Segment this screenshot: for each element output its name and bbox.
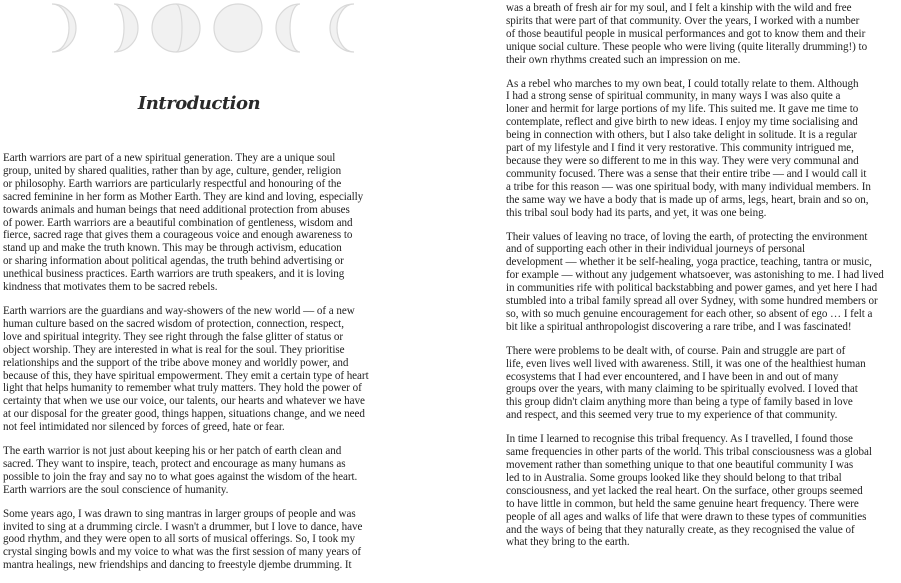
paragraph: Earth warriors are the guardians and way-showers of the new world — of a new human culture based on the sacred wisdom of protection, connection, respect, love and spiritual integrity. They see right through the false glitter of status or object worship. They are interested in what is real for the soul. They prioritise relationships and the support of the tribe above money and worldly power, and because of this, they have spiritual empowerment. They emit a certain type of heart light that helps humanity to remember what truly matters. They hold the power of certainty that when we use our voice, our talents, our hearts and whatever we have at our disposal for the greater good, things happen, situations change, and we need not feel intimidated nor silenced by forces of greed, hate or fear. xyxy=(3,304,369,434)
left-page-body xyxy=(3,152,397,583)
paragraph: Some years ago, I was drawn to sing mantras in larger groups of people and was invited to sing at a drumming circle. I wasn't a drummer, but I love to dance, have good rhythm, and they were open to all sorts of musical offerings. So, I took my crystal singing bowls and my voice to what was the first session of many years of mantra healings, new friendships and dancing to freestyle djembe drumming. It xyxy=(3,507,363,572)
paragraph: Earth warriors are part of a new spiritual generation. They are a unique soul group, united by shared qualities, rather than by age, culture, gender, religion or philosophy. Earth warriors are particularly respectful and honouring of the sacred feminine in her form as Mother Earth. They are kind and loving, especially towards animals and human beings that need additional protection from abuses of power. Earth warriors are a beautiful combination of gentleness, wisdom and fierce, sacred rage that gives them a courageous voice and enough awareness to stand up and make the truth known. This may be through activism, education or sharing information about political agendas, the truth behind advertising or unethical business practices. Earth warriors are truth speakers, and it is loving kindness that motivates them to be sacred rebels. xyxy=(3,152,364,294)
paragraph: Their values of leaving no trace, of loving the earth, of protecting the environment and of supporting each other in their individual journeys of personal development — whether it be self-healing, yoga practice, teaching, tantra or music, for example — without any judgement whatsoever, was astonishing to me. I had lived in communities rife with political backstabbing and power games, and yet here I had stumbled into a tribal family spread all over Sydney, with some hundred members or so, with so much genuine encouragement for each other, so absent of ego … I felt a bit like a spiritual anthropologist discovering a rare tribe, and I was fascinated! xyxy=(506,230,884,333)
moon-phases-icon xyxy=(36,2,366,54)
paragraph: The earth warrior is not just about keeping his or her patch of earth clean and sacred. They want to inspire, teach, protect and encourage as many humans as possible to join the fray and say no to what goes against the wisdom of the heart. Earth warriors are the soul conscience of humanity. xyxy=(3,445,358,496)
paragraph: As a rebel who marches to my own beat, I could totally relate to them. Although I had a strong sense of spiritual community, in many ways I was also quite a loner and hermit for large portions of my life. This suited me. It gave me time to contemplate, reflect and give birth to new ideas. I enjoy my time socialising and being in connection with others, but I also take delight in solitude. It is a regular part of my lifestyle and I find it very restorative. This community intrigued me, because they were so different to me in this way. They were very communal and community focused. There was a sense that their entire tribe — and I would call it a tribe for this reason — was one spiritual body, with many individual members. In the same way we have a body that is made up of arms, legs, heart, brain and so on, this tribal soul body had its parts, and yet, it was one being. xyxy=(506,77,871,219)
paragraph: There were problems to be dealt with, of course. Pain and struggle are part of life, even lives well lived with awareness. Still, it was one of the healthiest human ecosystems that I had ever encountered, and I have been in and out of many groups over the years, with many claiming to be spiritually evolved. I loved that this group didn't claim anything more than being a type of family based in love and respect, and this seemed very true to my experience of that community. xyxy=(506,344,866,422)
paragraph: was a breath of fresh air for my soul, and I felt a kinship with the wild and free spirits that were part of that community. Over the years, I worked with a number of those beautiful people in musical performances and got to know them and their unique social culture. These people who were living (quite literally drumming!) to their own rhythms created such an impression on me. xyxy=(506,2,868,66)
chapter-title: Introduction xyxy=(137,93,261,114)
right-page-body xyxy=(506,2,900,560)
paragraph: In time I learned to recognise this tribal frequency. As I travelled, I found those same frequencies in other parts of the world. This tribal consciousness was a global movement rather than something unique to that one beautiful community I was led to in Australia. Some groups looked like they should belong to that tribal consciousness, and yet lacked the real heart. On the surface, other groups seemed to have little in common, but held the same genuine heart frequency. There were people of all ages and walks of life that were drawn to these types of communities and the ways of being that they naturally create, as they recognised the value of what they bring to the earth. xyxy=(506,433,872,549)
